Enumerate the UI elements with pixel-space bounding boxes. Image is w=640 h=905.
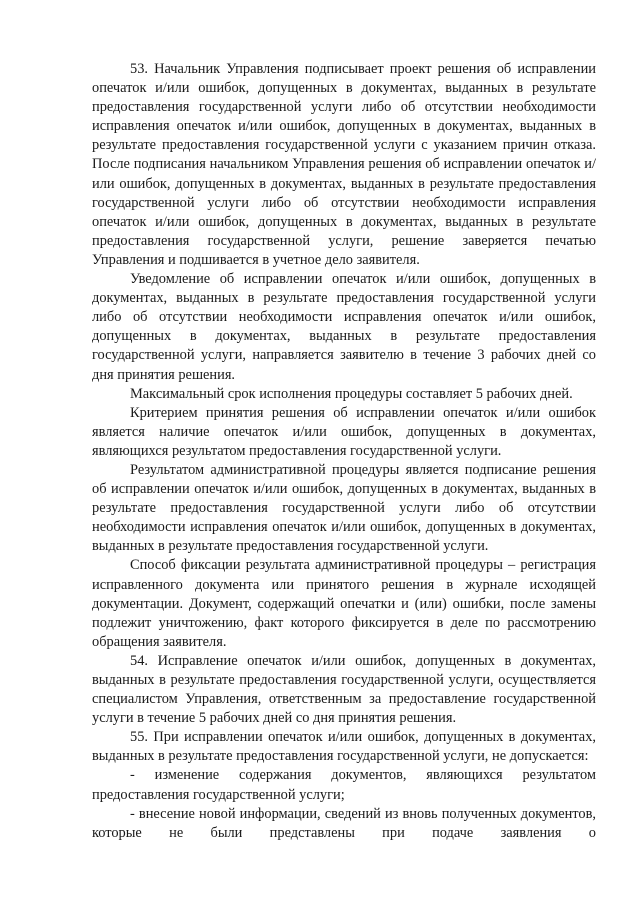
paragraph-max-term: Максимальный срок исполнения процедуры составляет 5 рабочих дней.: [130, 385, 573, 402]
paragraph-54: 54. Исправление опечаток и/или ошибок, допущенных в документах, выданных в результате предоставления государственной услуги, осуществляется специалистом Управления, ответственным за предоставление государственной услуги в течение 5 рабочих дней со дня принятия решения.: [92, 652, 596, 727]
paragraph-criterion: Критерием принятия решения об исправлении опечаток и/или ошибок является наличие опечаток и/или ошибок, допущенных в документах, являющихся результатом предоставления государственной услуги.: [92, 404, 596, 459]
paragraph-fixation-method: Способ фиксации результата административной процедуры – регистрация исправленного документа или принятого решения в журнале исходящей документации. Документ, содержащий опечатки и (или) ошибки, после замены подлежит уничтожению, факт которого фиксируется в деле по рассмотрению обращения заявителя.: [92, 557, 596, 650]
list-item-new-information: - внесение новой информации, сведений из вновь полученных документов, которые не были представлены при подаче заявления о: [92, 805, 596, 841]
list-item-content-change: - изменение содержания документов, являющихся результатом предоставления государственной услуги;: [92, 767, 596, 803]
paragraph-53: 53. Начальник Управления подписывает проект решения об исправлении опечаток и/или ошибок, допущенных в документах, выданных в результате предоставления государственной услуги либо об отсутствии необходимости исправления опечаток и/или ошибок, допущенных в документах, выданных в результате предоставления государственной услуги с указанием причин отказа. После подписания начальником Управления решения об исправлении опечаток и/или ошибок, допущенных в документах, выданных в результате предоставления государственной услуги либо об отсутствии необходимости исправления опечаток и/или ошибок, допущенных в документах, выданных в результате предоставления государственной услуги, решение заверяется печатью Управления и подшивается в учетное дело заявителя.: [92, 61, 596, 268]
paragraph-notification: Уведомление об исправлении опечаток и/или ошибок, допущенных в документах, выданных в результате предоставления государственной услуги либо об отсутствии необходимости исправления опечаток и/или ошибок, допущенных в документах, выданных в результате предоставления государственной услуги, направляется заявителю в течение 3 рабочих дней со дня принятия решения.: [92, 271, 596, 383]
paragraph-result: Результатом административной процедуры является подписание решения об исправлении опечаток и/или ошибок, допущенных в документах, выданных в результате предоставления государственной услуги либо об отсутствии необходимости исправления опечаток и/или ошибок, допущенных в документах, выданных в результате предоставления государственной услуги.: [92, 461, 596, 555]
paragraph-55: 55. При исправлении опечаток и/или ошибок, допущенных в документах, выданных в результате предоставления государственной услуги, не допускается:: [92, 729, 596, 765]
